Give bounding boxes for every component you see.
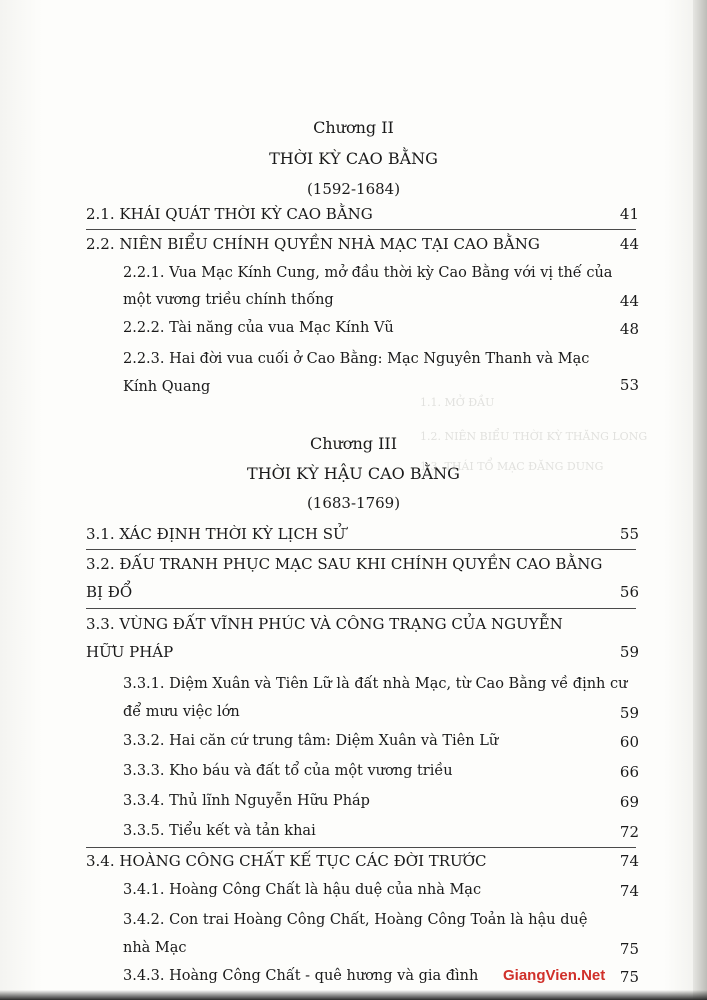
- toc-entry-text: 2.2.2. Tài năng của vua Mạc Kính Vũ: [123, 320, 394, 336]
- toc-entry[interactable]: [0, 763, 707, 793]
- chapter-label: Chương II: [313, 118, 394, 137]
- toc-entry[interactable]: [0, 793, 707, 823]
- toc-page-number: 59: [619, 643, 639, 661]
- toc-entry-continuation: một vương triều chính thống: [123, 292, 334, 308]
- toc-entry-text: 3.3. VÙNG ĐẤT VĨNH PHÚC VÀ CÔNG TRẠNG CỦA NGUYỄN: [86, 615, 563, 633]
- toc-page-number: 75: [619, 968, 639, 986]
- toc-page-number: 44: [619, 235, 639, 253]
- chapter-title: THỜI KỲ HẬU CAO BẰNG: [247, 464, 460, 483]
- toc-entry[interactable]: [0, 265, 707, 325]
- chapter-label: Chương III: [309, 434, 398, 453]
- divider: [86, 229, 636, 230]
- toc-entry-text: 2.2.1. Vua Mạc Kính Cung, mở đầu thời kỳ Cao Bằng với vị thế của: [123, 265, 613, 281]
- toc-page-number: 53: [619, 376, 639, 394]
- watermark: GiangVien.Net: [503, 967, 606, 984]
- bleed-through: 1.3. THÁI TỔ MẠC ĐĂNG DUNG: [420, 460, 604, 473]
- toc-page-number: 56: [619, 583, 639, 601]
- toc-page-number: 75: [619, 940, 639, 958]
- bleed-through: 1.1. MỞ ĐẦU: [420, 396, 495, 409]
- toc-entry-continuation: BỊ ĐỔ: [86, 583, 133, 601]
- toc-entry-continuation: để mưu việc lớn: [123, 704, 240, 720]
- toc-entry-text: 2.1. KHÁI QUÁT THỜI KỲ CAO BẰNG: [86, 205, 373, 223]
- toc-entry-text: 2.2.3. Hai đời vua cuối ở Cao Bằng: Mạc Nguyên Thanh và Mạc: [123, 351, 590, 367]
- divider: [86, 549, 636, 550]
- chapter-years: (1592-1684): [306, 180, 401, 198]
- toc-entry-text: 3.3.5. Tiểu kết và tản khai: [123, 823, 316, 839]
- toc-entry[interactable]: [0, 351, 707, 411]
- toc-page-number: 41: [619, 205, 639, 223]
- divider: [86, 847, 636, 848]
- toc-entry[interactable]: [0, 235, 707, 265]
- toc-entry-text: 3.1. XÁC ĐỊNH THỜI KỲ LỊCH SỬ: [86, 525, 346, 543]
- toc-page-number: 74: [619, 852, 639, 870]
- toc-entry[interactable]: [0, 852, 707, 882]
- toc-page-number: 48: [619, 320, 639, 338]
- chapter-title: THỜI KỲ CAO BẰNG: [269, 149, 438, 168]
- toc-page-number: 74: [619, 882, 639, 900]
- toc-page-number: 72: [619, 823, 639, 841]
- toc-page-number: 60: [619, 733, 639, 751]
- toc-page-number: 59: [619, 704, 639, 722]
- toc-entry[interactable]: [0, 205, 707, 235]
- bleed-through: 1.2. NIÊN BIỂU THỜI KỲ THĂNG LONG: [420, 430, 648, 443]
- toc-entry[interactable]: [0, 882, 707, 912]
- toc-entry[interactable]: [0, 615, 707, 675]
- divider: [86, 608, 636, 609]
- toc-entry[interactable]: [0, 823, 707, 853]
- toc-entry-continuation: Kính Quang: [123, 379, 211, 395]
- toc-entry-text: 3.3.2. Hai căn cứ trung tâm: Diệm Xuân và Tiên Lữ: [123, 733, 499, 749]
- toc-page-number: 44: [619, 292, 639, 310]
- toc-entry-text: 3.3.3. Kho báu và đất tổ của một vương triều: [123, 763, 453, 779]
- toc-entry[interactable]: [0, 525, 707, 555]
- toc-entry-continuation: nhà Mạc: [123, 940, 187, 956]
- toc-entry[interactable]: [0, 676, 707, 736]
- toc-page-number: 69: [619, 793, 639, 811]
- toc-entry-text: 3.4.3. Hoàng Công Chất - quê hương và gia đình: [123, 968, 479, 984]
- toc-page-number: 55: [619, 525, 639, 543]
- toc-entry-text: 3.3.4. Thủ lĩnh Nguyễn Hữu Pháp: [123, 793, 370, 809]
- toc-entry[interactable]: [0, 320, 707, 350]
- page-bottom-shadow: [0, 990, 707, 1000]
- toc-entry[interactable]: [0, 555, 707, 615]
- toc-entry-continuation: HỮU PHÁP: [86, 643, 174, 661]
- toc-entry-text: 3.4.2. Con trai Hoàng Công Chất, Hoàng Công Toản là hậu duệ: [123, 912, 588, 928]
- toc-page-number: 66: [619, 763, 639, 781]
- toc-entry-text: 3.2. ĐẤU TRANH PHỤC MẠC SAU KHI CHÍNH QUYỀN CAO BẰNG: [86, 555, 603, 573]
- toc-entry[interactable]: [0, 912, 707, 972]
- toc-entry-text: 3.4.1. Hoàng Công Chất là hậu duệ của nhà Mạc: [123, 882, 482, 898]
- toc-entry[interactable]: [0, 733, 707, 763]
- toc-entry-text: 3.4. HOÀNG CÔNG CHẤT KẾ TỤC CÁC ĐỜI TRƯỚC: [86, 852, 487, 870]
- chapter-years: (1683-1769): [306, 494, 401, 512]
- toc-entry-text: 3.3.1. Diệm Xuân và Tiên Lữ là đất nhà Mạc, từ Cao Bằng về định cư: [123, 676, 628, 692]
- toc-entry-text: 2.2. NIÊN BIỂU CHÍNH QUYỀN NHÀ MẠC TẠI CAO BẰNG: [86, 235, 540, 253]
